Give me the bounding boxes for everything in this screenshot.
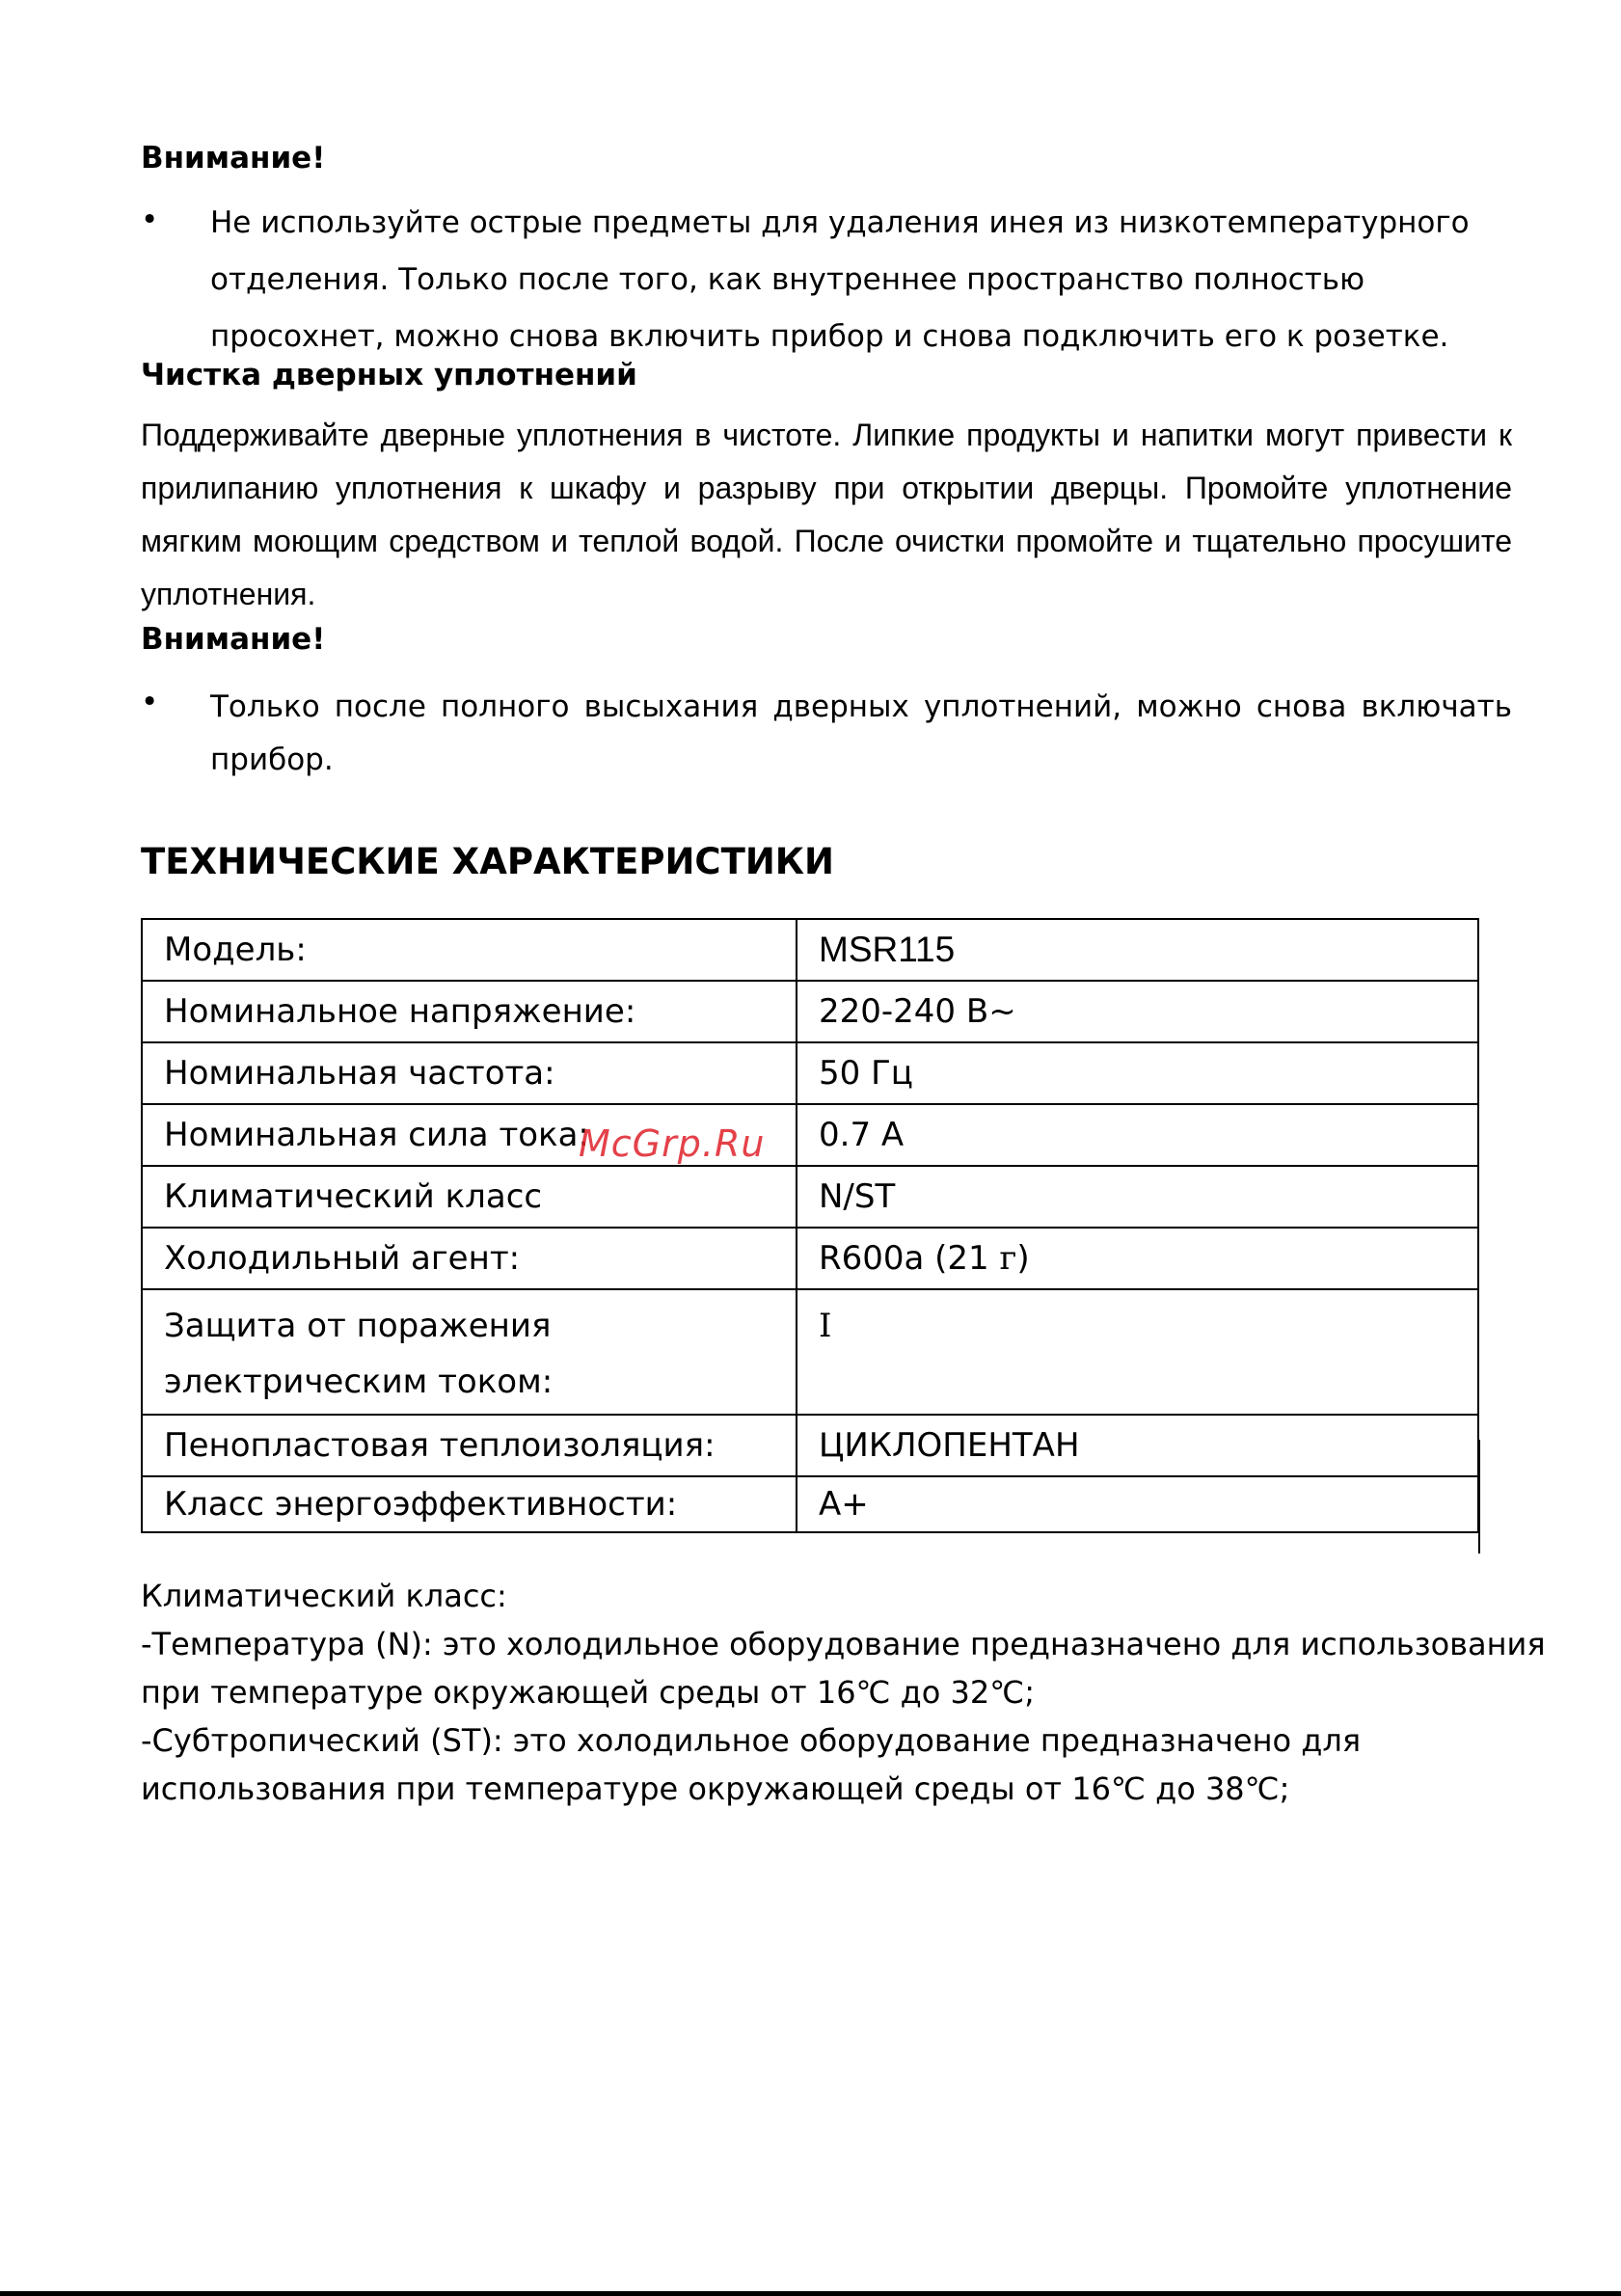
spec-label: Номинальная сила тока: bbox=[142, 1104, 797, 1166]
table-row bbox=[142, 981, 1478, 1042]
text-line: Не используйте острые предметы для удаления инея из низкотемпературного bbox=[210, 205, 1470, 240]
table-row bbox=[142, 1042, 1478, 1104]
text-line: уплотнения. bbox=[141, 577, 316, 611]
spec-label: Номинальная частота: bbox=[142, 1042, 797, 1104]
text-line: -Субтропический (ST): это холодильное оборудование предназначено для bbox=[141, 1722, 1362, 1759]
table-row bbox=[142, 1476, 1478, 1532]
spec-label: Модель: bbox=[142, 919, 797, 981]
table-row bbox=[142, 1228, 1478, 1289]
spec-label: Номинальное напряжение: bbox=[142, 981, 797, 1042]
text-line: использования при температуре окружающей среды от 16℃ до 38℃; bbox=[141, 1770, 1290, 1807]
refrigerant-close: ) bbox=[1016, 1239, 1030, 1278]
text-line: при температуре окружающей среды от 16℃ до 32℃; bbox=[141, 1674, 1035, 1711]
text-line: прибор. bbox=[210, 743, 334, 777]
spec-label: Климатический класс bbox=[142, 1166, 797, 1228]
warning-text-2 bbox=[210, 681, 1512, 787]
page-bottom-rule bbox=[0, 2291, 1621, 2296]
climate-notes bbox=[141, 1572, 1546, 1813]
spec-label: Холодильный агент: bbox=[142, 1228, 797, 1289]
spec-label: Пенопластовая теплоизоляция: bbox=[142, 1415, 797, 1476]
table-border-artifact bbox=[1478, 1440, 1480, 1553]
door-seals-paragraph bbox=[141, 409, 1512, 621]
refrigerant-unit: г bbox=[999, 1239, 1017, 1278]
label-line: электрическим током: bbox=[164, 1363, 554, 1401]
specs-table bbox=[141, 918, 1479, 1533]
spec-label: Класс энергоэффективности: bbox=[142, 1476, 797, 1532]
spec-value: ЦИКЛОПЕНТАН bbox=[797, 1415, 1478, 1476]
text-line: -Температура (N): это холодильное оборудование предназначено для использования bbox=[141, 1626, 1546, 1662]
table-row bbox=[142, 1289, 1478, 1415]
text-line: Только после полного высыхания дверных уплотнений, можно снова включать bbox=[210, 689, 1512, 724]
text-line: Поддерживайте дверные уплотнения в чистоте. Липкие продукты и напитки могут привести к bbox=[141, 418, 1512, 452]
watermark: McGrp.Ru bbox=[579, 1122, 766, 1165]
warning-heading-2: Внимание! bbox=[141, 622, 326, 657]
text-line: Климатический класс: bbox=[141, 1578, 507, 1614]
table-row bbox=[142, 1104, 1478, 1166]
spec-value bbox=[797, 919, 1478, 981]
model-value: MSR115 bbox=[819, 930, 956, 969]
protection-class-value: I bbox=[819, 1307, 832, 1345]
spec-value: A+ bbox=[797, 1476, 1478, 1532]
door-seals-heading: Чистка дверных уплотнений bbox=[141, 358, 637, 392]
warning-heading: Внимание! bbox=[141, 141, 326, 176]
spec-value: N/ST bbox=[797, 1166, 1478, 1228]
refrigerant-value: R600a (21 bbox=[819, 1239, 1000, 1278]
spec-label bbox=[142, 1289, 797, 1415]
spec-value: 0.7 A bbox=[797, 1104, 1478, 1166]
text-line: мягким моющим средством и теплой водой. После очистки промойте и тщательно просушите bbox=[141, 524, 1512, 558]
text-line: просохнет, можно снова включить прибор и снова подключить его к розетке. bbox=[210, 319, 1449, 354]
bullet-icon: • bbox=[141, 203, 159, 237]
specs-title: ТЕХНИЧЕСКИЕ ХАРАКТЕРИСТИКИ bbox=[141, 841, 834, 882]
spec-value: 220-240 В~ bbox=[797, 981, 1478, 1042]
spec-value bbox=[797, 1228, 1478, 1289]
label-line: Защита от поражения bbox=[164, 1307, 552, 1345]
table-row bbox=[142, 919, 1478, 981]
spec-value: 50 Гц bbox=[797, 1042, 1478, 1104]
bullet-icon: • bbox=[141, 685, 159, 719]
table-row bbox=[142, 1415, 1478, 1476]
spec-value bbox=[797, 1289, 1478, 1415]
warning-text bbox=[210, 195, 1470, 365]
text-line: прилипанию уплотнения к шкафу и разрыву при открытии дверцы. Промойте уплотнение bbox=[141, 471, 1512, 505]
text-line: отделения. Только после того, как внутреннее пространство полностью bbox=[210, 262, 1365, 297]
table-row bbox=[142, 1166, 1478, 1228]
